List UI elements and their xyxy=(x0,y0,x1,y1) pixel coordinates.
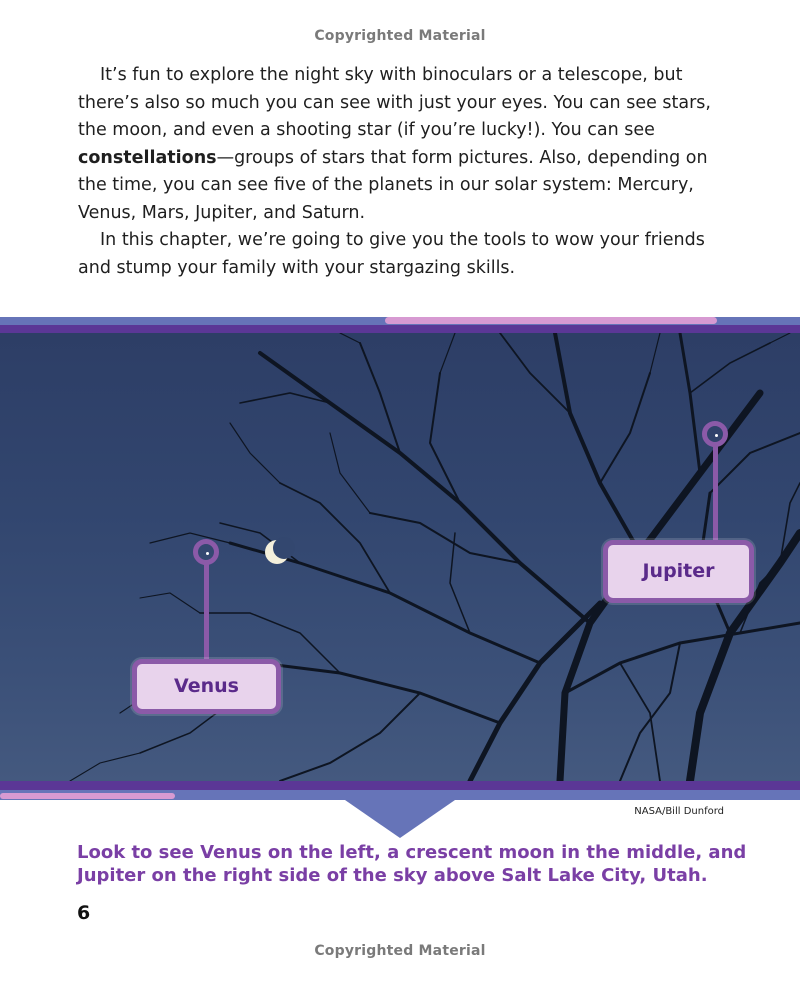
jupiter-label: Jupiter xyxy=(603,540,754,603)
jupiter-pointer-line xyxy=(713,446,718,541)
paragraph-2: In this chapter, we’re going to give you the tools to wow your friends and stump your family with your stargazing skills. xyxy=(78,230,705,278)
header-copyright: Copyrighted Material xyxy=(314,28,486,44)
term-constellations: constellations xyxy=(78,147,217,168)
paragraph-1-start: It’s fun to explore the night sky with binoculars or a telescope, but there’s also so much you can see with just your eyes. You can see stars, the moon, and even a shooting star (if you’re lucky!). You can see xyxy=(78,65,711,140)
bottom-band-pink xyxy=(0,793,175,799)
venus-label: Venus xyxy=(132,659,281,714)
footer-copyright: Copyrighted Material xyxy=(314,943,486,959)
bottom-band-purple xyxy=(0,781,800,790)
venus-pointer-line xyxy=(204,564,209,660)
page-number: 6 xyxy=(77,902,91,924)
figure-caption: Look to see Venus on the left, a crescent moon in the middle, and Jupiter on the right side of the sky above Salt Lake City, Utah. xyxy=(77,842,747,886)
jupiter-marker-icon xyxy=(702,421,728,447)
paragraph-1-end: —groups of stars that form pictures. Also, depending on the time, you can see five of the planets in our solar system: Mercury, Venus, Mars, Jupiter, and Saturn. xyxy=(78,147,708,223)
paragraph-1 xyxy=(78,62,738,227)
night-sky-photo xyxy=(0,333,800,781)
top-band-pink xyxy=(385,317,717,324)
photo-credit: NASA/Bill Dunford xyxy=(634,806,724,817)
venus-marker-icon xyxy=(193,539,219,565)
caption-pointer-triangle xyxy=(345,800,455,840)
body-text xyxy=(78,62,738,282)
top-band-purple xyxy=(0,325,800,333)
